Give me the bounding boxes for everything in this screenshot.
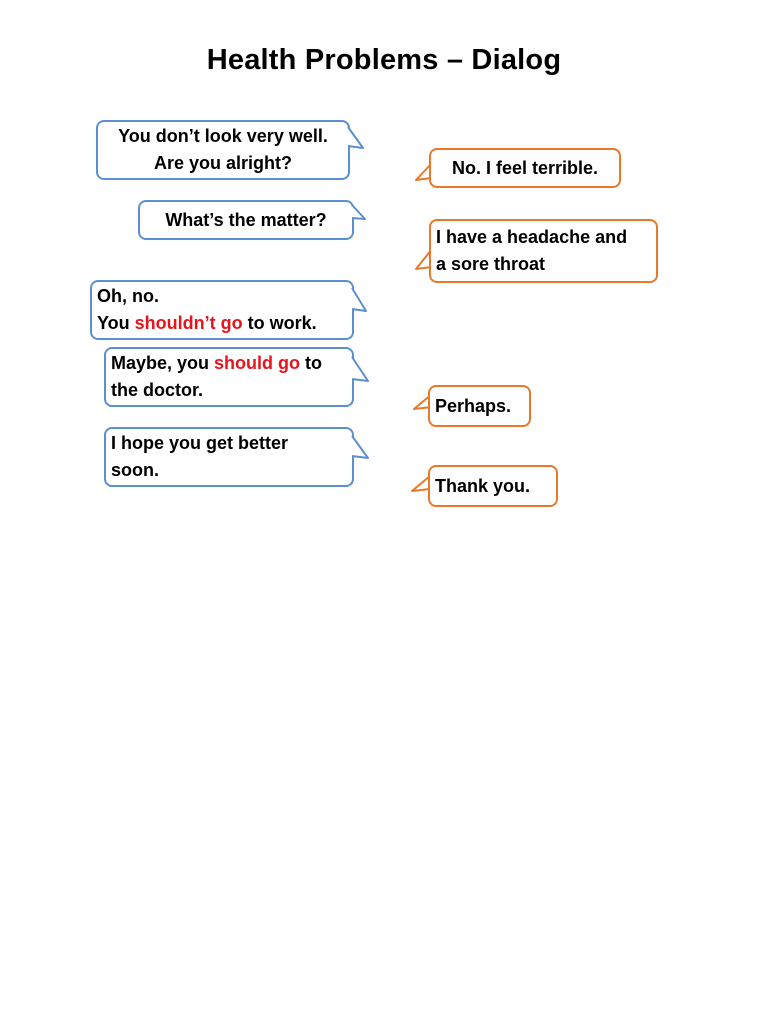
bubble-line: Oh, no. [97,286,159,306]
bubble-line: soon. [111,460,159,480]
bubble-line: Thank you. [435,475,531,496]
text-segment: to work. [242,313,317,333]
bubble-line: No. I feel terrible. [451,157,599,178]
speech-bubble-a-5 [104,427,354,487]
bubble-line: the doctor. [111,380,204,400]
bubble-line: Perhaps. [435,395,512,416]
bubble-line: I have a headache and [436,227,628,247]
speech-bubble-b-1 [429,148,621,188]
bubble-line: I hope you get better [111,433,289,453]
bubble-line [97,310,344,337]
speech-bubble-b-4 [428,465,558,507]
speech-bubble-a-2 [138,200,354,240]
bubble-line: Are you alright? [153,153,292,173]
bubble-tail-icon [351,283,371,315]
text-segment: to [300,353,323,373]
speech-bubble-a-4 [104,347,354,407]
highlighted-text: should go [214,353,301,373]
bubble-line: a sore throat [436,254,546,274]
text-segment: Maybe, you [111,353,215,373]
highlighted-text: shouldn’t go [134,313,243,333]
page-title: Health Problems – Dialog [206,44,562,76]
speech-bubble-b-3 [428,385,531,427]
bubble-tail-icon [347,122,367,152]
bubble-tail-icon [351,202,371,224]
bubble-tail-icon [351,351,373,385]
speech-bubble-a-3 [90,280,354,340]
bubble-line: What’s the matter? [165,209,327,230]
speech-bubble-a-1 [96,120,350,180]
bubble-line: You don’t look very well. [118,126,328,146]
text-segment: You [97,313,135,333]
bubble-tail-icon [351,430,373,462]
speech-bubble-b-2 [429,219,658,283]
bubble-line [111,350,344,377]
